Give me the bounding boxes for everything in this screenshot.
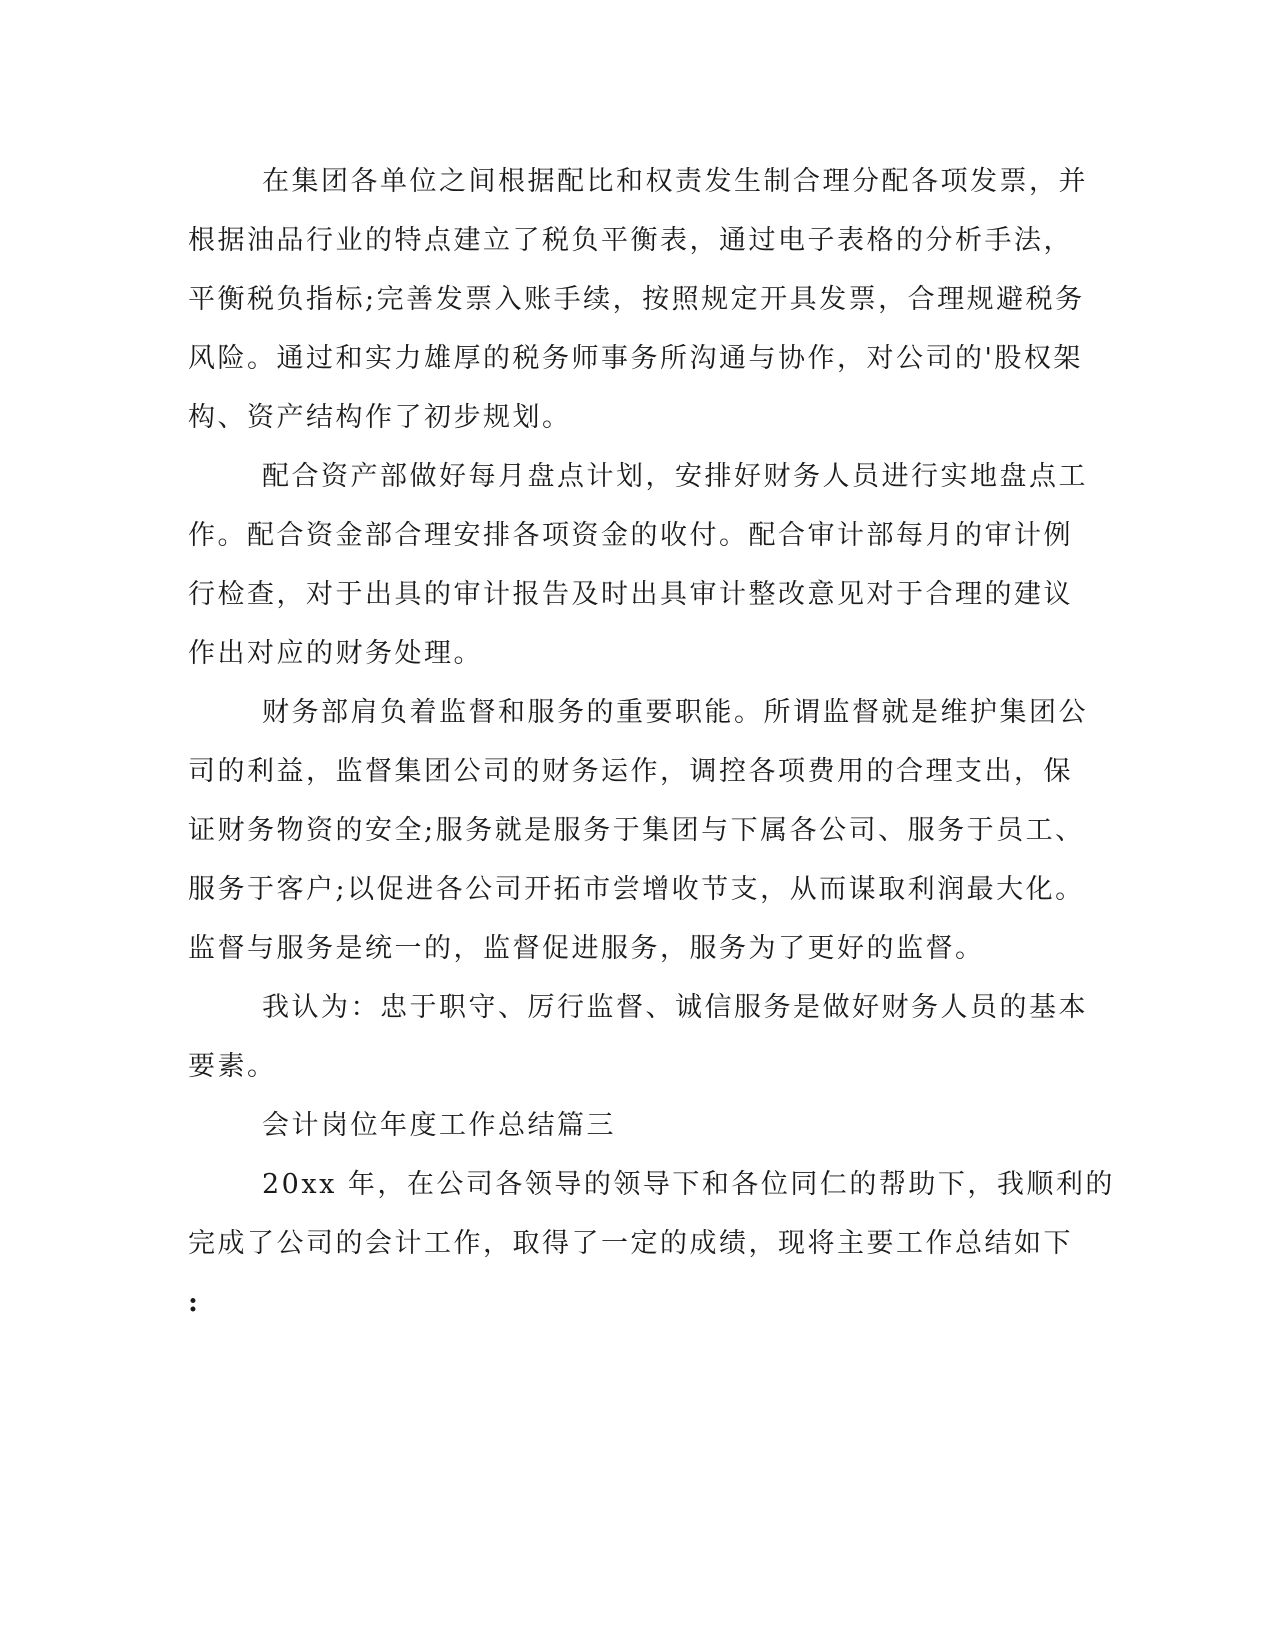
paragraph-3-line-1: 财务部肩负着监督和服务的重要职能。所谓监督就是维护集团公 xyxy=(262,697,1088,728)
paragraph-2-line-4: 作出对应的财务处理。 xyxy=(188,638,483,669)
paragraph-6-line-1: 20xx 年，在公司各领导的领导下和各位同仁的帮助下，我顺利的 xyxy=(262,1169,1115,1200)
paragraph-2-line-1: 配合资产部做好每月盘点计划，安排好财务人员进行实地盘点工 xyxy=(262,461,1088,492)
paragraph-3-line-4: 服务于客户;以促进各公司开拓市尝增收节支，从而谋取利润最大化。 xyxy=(188,874,1085,905)
section-heading: 会计岗位年度工作总结篇三 xyxy=(262,1110,616,1141)
paragraph-1-line-1: 在集团各单位之间根据配比和权责发生制合理分配各项发票，并 xyxy=(262,166,1088,197)
paragraph-2-line-2: 作。配合资金部合理安排各项资金的收付。配合审计部每月的审计例 xyxy=(188,520,1073,551)
paragraph-3-line-5: 监督与服务是统一的，监督促进服务，服务为了更好的监督。 xyxy=(188,933,985,964)
paragraph-6-line-2: 完成了公司的会计工作，取得了一定的成绩，现将主要工作总结如下 xyxy=(188,1228,1073,1259)
paragraph-2-line-3: 行检查，对于出具的审计报告及时出具审计整改意见对于合理的建议 xyxy=(188,579,1073,610)
paragraph-6-line-3: : xyxy=(188,1287,198,1318)
paragraph-1-line-5: 构、资产结构作了初步规划。 xyxy=(188,402,572,433)
paragraph-3-line-2: 司的利益，监督集团公司的财务运作，调控各项费用的合理支出，保 xyxy=(188,756,1073,787)
paragraph-4-line-2: 要素。 xyxy=(188,1051,277,1082)
paragraph-1-line-2: 根据油品行业的特点建立了税负平衡表，通过电子表格的分析手法， xyxy=(188,225,1073,256)
paragraph-1-line-3: 平衡税负指标;完善发票入账手续，按照规定开具发票，合理规避税务 xyxy=(188,284,1085,315)
paragraph-1-line-4: 风险。通过和实力雄厚的税务师事务所沟通与协作，对公司的'股权架 xyxy=(188,343,1083,374)
paragraph-4-line-1: 我认为：忠于职守、厉行监督、诚信服务是做好财务人员的基本 xyxy=(262,992,1088,1023)
paragraph-3-line-3: 证财务物资的安全;服务就是服务于集团与下属各公司、服务于员工、 xyxy=(188,815,1085,846)
